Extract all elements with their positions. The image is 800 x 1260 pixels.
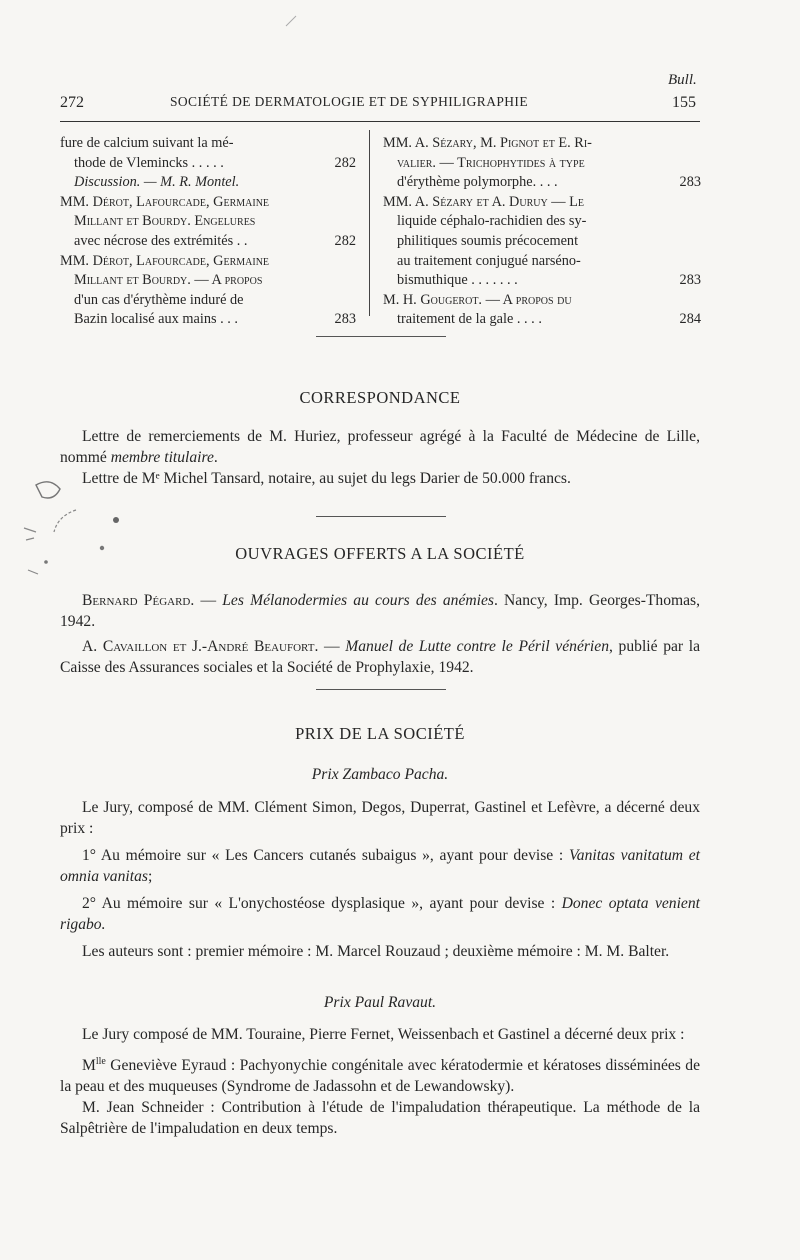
ouvrage-entry [60, 590, 700, 632]
header-rule [60, 121, 700, 122]
index-page-ref: 283 [334, 311, 356, 328]
bulletin-note: Bull. [668, 72, 697, 88]
text-run: ; [147, 868, 153, 885]
index-entry [60, 193, 356, 252]
superscript: lle [95, 1056, 106, 1067]
prize-subtitle: Prix Paul Ravaut. [323, 994, 437, 1011]
index-page-ref: 283 [679, 174, 701, 191]
index-line: MM. Dérot, Lafourcade, Germaine [60, 193, 270, 210]
pencil-mark [284, 14, 298, 28]
text-run: — [318, 638, 346, 655]
running-title: SOCIÉTÉ DE DERMATOLOGIE ET DE SYPHILIGRAPHIE [170, 94, 528, 109]
index-entry [60, 173, 356, 193]
jury-paragraph: Le Jury, composé de MM. Clément Simon, Degos, Duperrat, Gastinel et Lefèvre, a décerné deux prix : [60, 799, 700, 837]
text-run: . Nancy, Imp. Georges-Thomas, 1942. [60, 592, 701, 630]
right-page-number: 155 [672, 94, 696, 111]
text-run: , publié par la Caisse des Assurances sociales et la Société de Prophylaxie, 1942. [60, 638, 701, 676]
winner-paragraph: M. Jean Schneider : Contribution à l'étude de l'impaludation thérapeutique. La méthode de la Salpêtrière de l'impaludation en deux temps. [60, 1099, 700, 1138]
text-run-italic: membre titulaire [110, 449, 214, 466]
section-title-prix: PRIX DE LA SOCIÉTÉ [295, 724, 465, 743]
memoire-paragraph [60, 845, 700, 887]
prize-subtitle: Prix Zambaco Pacha. [311, 766, 449, 783]
author: Bernard Pégard. [82, 592, 195, 609]
index-line: d'érythème polymorphe. . . . [397, 174, 558, 191]
section-title-correspondance: CORRESPONDANCE [299, 388, 461, 407]
index-page-ref: 282 [334, 154, 356, 171]
correspondance-paragraph [60, 426, 700, 468]
index-page-ref: 282 [334, 232, 356, 249]
text-run: 1° Au mémoire sur « Les Cancers cutanés subaigus », ayant pour devise : [82, 847, 569, 864]
index-line: bismuthique . . . . . . . [397, 272, 518, 289]
ravaut-body [60, 1024, 700, 1139]
index-line: fure de calcium suivant la mé- [60, 135, 234, 151]
index-entry [60, 252, 356, 330]
motto: Donec optata venient rigabo. [60, 895, 700, 933]
text-run: M [82, 1057, 96, 1075]
index-line: MM. A. Sézary et A. Duruy — Le [383, 193, 584, 210]
text-run: 2° Au mémoire sur « L'onychostéose dysplasique », ayant pour devise : [82, 895, 562, 912]
motto: Vanitas vanitatum et omnia vanitas [60, 847, 700, 885]
authors-paragraph: Les auteurs sont : premier mémoire : M. Marcel Rouzaud ; deuxième mémoire : M. M. Balter. [82, 943, 670, 960]
running-header [60, 92, 700, 116]
jury-paragraph: Le Jury composé de MM. Touraine, Pierre Fernet, Weissenbach et Gastinel a décerné deux prix : [82, 1026, 685, 1043]
section-rule [316, 689, 446, 690]
index-line: Bazin localisé aux mains . . . [74, 311, 238, 328]
correspondance-body [60, 426, 700, 489]
paper-stain-mark [16, 470, 146, 600]
index-column-right [383, 134, 701, 330]
index-entry [60, 134, 356, 173]
discussion-line: Discussion. — M. R. Montel. [74, 174, 240, 191]
text-run: . [213, 449, 218, 466]
index-line: Millant et Bourdy. — A propos [74, 272, 263, 289]
index-line: philitiques soumis précocement [397, 232, 579, 249]
index-line: MM. Dérot, Lafourcade, Germaine [60, 252, 270, 269]
text-run: — [194, 592, 223, 609]
index-line: d'un cas d'érythème induré de [74, 291, 244, 308]
zambaco-body [60, 797, 700, 962]
index-line: MM. A. Sézary, M. Pignot et E. Ri- [383, 135, 592, 151]
ouvrage-entry [60, 636, 700, 678]
winner-paragraph [60, 1051, 700, 1097]
text-run: Lettre de remerciements de M. Huriez, professeur agrégé à la Faculté de Médecine de Lille, nommé [60, 428, 700, 466]
index-page-ref: 284 [679, 311, 701, 328]
index-line [60, 173, 314, 193]
text-run: Geneviève Eyraud : Pachyonychie congénitale avec kératodermie et kératoses disséminées de la peau et des muqueuses (Syndrome de Jadassohn et de Lewandowsky). [60, 1057, 700, 1096]
index-line: avec nécrose des extrémités . . [74, 232, 248, 249]
index-line: au traitement conjugué narséno- [397, 252, 581, 269]
index-entry [383, 134, 701, 193]
author: A. Cavaillon et J.-André Beaufort. [82, 638, 319, 655]
index-line: traitement de la gale . . . . [397, 311, 542, 328]
index-column-left [60, 134, 356, 330]
index-line: Millant et Bourdy. Engelures [74, 213, 256, 230]
index-line: liquide céphalo-rachidien des sy- [397, 213, 587, 230]
index-page-ref: 283 [679, 272, 701, 289]
index-line: M. H. Gougerot. — A propos du [383, 291, 572, 308]
ouvrages-body [60, 590, 700, 678]
section-rule [316, 516, 446, 517]
index-line: valier. — Trichophytides à type [397, 154, 585, 171]
book-title: Les Mélanodermies au cours des anémies [222, 592, 494, 609]
memoire-paragraph [60, 893, 700, 935]
correspondance-paragraph: Lettre de Mᵉ Michel Tansard, notaire, au sujet du legs Darier de 50.000 francs. [82, 470, 571, 487]
section-title-ouvrages: OUVRAGES OFFERTS A LA SOCIÉTÉ [235, 544, 525, 563]
left-page-number: 272 [60, 94, 84, 111]
book-title: Manuel de Lutte contre le Péril vénérien [345, 638, 609, 655]
index-entry [383, 291, 701, 330]
section-rule [316, 336, 446, 337]
column-divider [369, 130, 370, 316]
index-line: thode de Vlemincks . . . . . [74, 154, 224, 171]
index-entry [383, 193, 701, 291]
